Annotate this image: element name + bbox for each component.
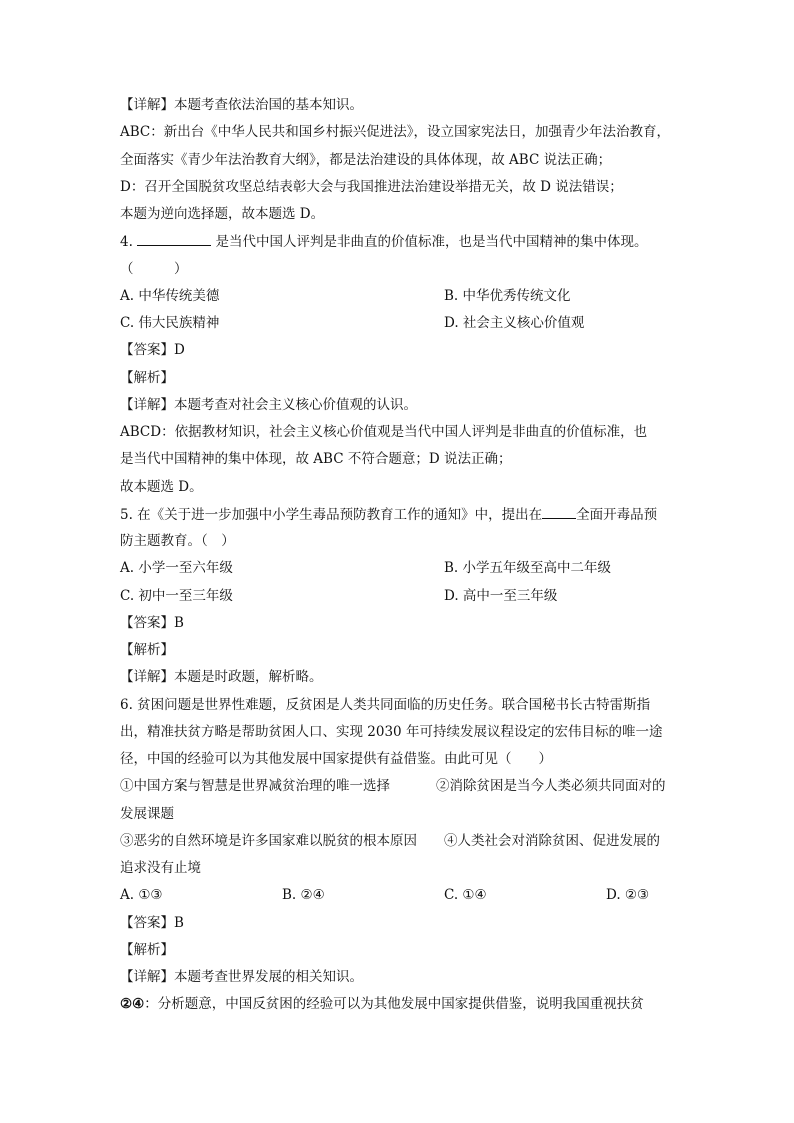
question-text: 5. 在《关于进一步加强中小学生毒品预防教育工作的通知》中，提出在 [120, 507, 543, 523]
answer-label: 【答案】B [120, 915, 184, 931]
detail-line: 【详解】本题考查世界发展的相关知识。 [120, 969, 363, 985]
option-a: A. ①③ [120, 887, 163, 903]
analysis-label: 【解析】 [120, 942, 174, 958]
statement-4-cont: 追求没有止境 [120, 860, 201, 876]
detail-line: ABC：新出台《中华人民共和国乡村振兴促进法》，设立国家宪法日，加强青少年法治教育， [120, 124, 670, 140]
option-d: D. 社会主义核心价值观 [444, 315, 585, 331]
detail-text: ：分析题意，中国反贫困的经验可以为其他发展中国家提供借鉴，说明我国重视扶贫 [144, 996, 644, 1012]
question-text: 是当代中国人评判是非曲直的价值标准，也是当代中国精神的集中体现。 [215, 234, 648, 250]
statement-4: ④人类社会对消除贫困、促进发展的 [444, 833, 660, 849]
question-6-stem: 6. 贫困问题是世界性难题，反贫困是人类共同面临的历史任务。联合国秘书长古特雷斯指 [120, 697, 651, 713]
answer-blank [137, 231, 211, 246]
question-4-stem [120, 231, 680, 252]
option-b: B. ②④ [282, 887, 325, 903]
statement-3: ③恶劣的自然环境是许多国家难以脱贫的根本原因 [120, 833, 417, 849]
analysis-label: 【解析】 [120, 370, 174, 386]
detail-line: ABCD：依据教材知识，社会主义核心价值观是当代中国人评判是非曲直的价值标准，也 [120, 424, 648, 440]
statement-1: ①中国方案与智慧是世界减贫治理的唯一选择 [120, 778, 390, 794]
answer-blank [542, 504, 576, 519]
analysis-label: 【解析】 [120, 642, 174, 658]
detail-line: 本题为逆向选择题，故本题选 D。 [120, 206, 325, 222]
question-text: 防主题教育。（ ） [120, 533, 235, 549]
detail-line: 全面落实《青少年法治教育大纲》，都是法治建设的具体体现，故 ABC 说法正确； [120, 152, 612, 168]
option-d: D. ②③ [606, 887, 650, 903]
detail-line: 【详解】本题考查对社会主义核心价值观的认识。 [120, 397, 417, 413]
question-text: 出，精准扶贫方略是帮助贫困人口、实现 2030 年可持续发展议程设定的宏伟目标的唯一途 [120, 724, 663, 740]
option-d: D. 高中一至三年级 [444, 588, 558, 604]
option-a: A. 小学一至六年级 [120, 560, 233, 576]
question-5-stem [120, 504, 680, 525]
statement-2: ②消除贫困是当今人类必须共同面对的 [436, 778, 666, 794]
detail-line: D：召开全国脱贫攻坚总结表彰大会与我国推进法治建设举措无关，故 D 说法错误； [120, 179, 623, 195]
statement-ref: ②④ [120, 996, 145, 1012]
detail-line: 故本题选 D。 [120, 479, 203, 495]
option-b: B. 中华优秀传统文化 [444, 288, 571, 304]
detail-line: 是当代中国精神的集中体现，故 ABC 不符合题意；D 说法正确； [120, 451, 512, 467]
detail-line [120, 994, 680, 1014]
answer-label: 【答案】B [120, 615, 184, 631]
option-c: C. 伟大民族精神 [120, 315, 220, 331]
detail-line: 【详解】本题考查依法治国的基本知识。 [120, 97, 363, 113]
detail-line: 【详解】本题是时政题，解析略。 [120, 669, 323, 685]
answer-label: 【答案】D [120, 342, 185, 358]
statement-2-cont: 发展课题 [120, 806, 174, 822]
question-text: 径，中国的经验可以为其他发展中国家提供有益借鉴。由此可见（ ） [120, 751, 552, 767]
option-a: A. 中华传统美德 [120, 288, 220, 304]
option-b: B. 小学五年级至高中二年级 [444, 560, 612, 576]
option-c: C. ①④ [444, 887, 487, 903]
question-number: 4. [120, 234, 133, 250]
question-text: 全面开毒品预 [576, 507, 658, 523]
option-c: C. 初中一至三年级 [120, 588, 233, 604]
question-4-paren: （ ） [120, 261, 188, 277]
